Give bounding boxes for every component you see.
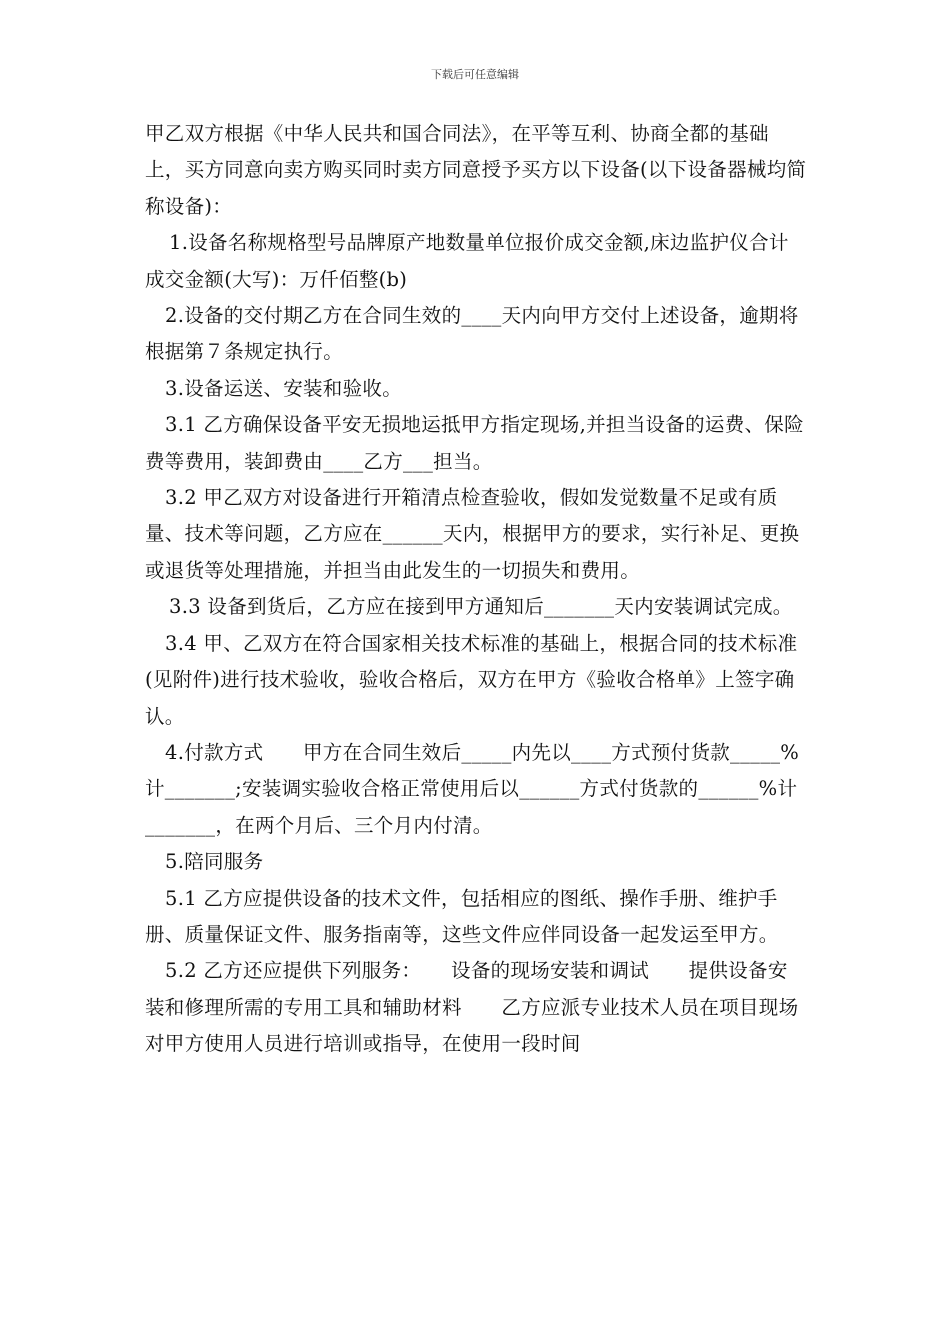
paragraph-5-2: 5.2 乙方还应提供下列服务： 设备的现场安装和调试 提供设备安装和修理所需的专用工具和辅助材料 乙方应派专业技术人员在项目现场对甲方使用人员进行培训或指导，在使用一段时间 (145, 959, 799, 1056)
page-header: 下载后可任意编辑 (431, 68, 519, 81)
paragraph-1: 1.设备名称规格型号品牌原产地数量单位报价成交金额,床边监护仪合计成交金额(大写)：万仟佰整(b) (145, 231, 789, 291)
paragraph-3-4: 3.4 甲、乙双方在符合国家相关技术标准的基础上，根据合同的技术标准(见附件)进行技术验收，验收合格后，双方在甲方《验收合格单》上签字确认。 (145, 631, 798, 728)
paragraph-3-2: 3.2 甲乙双方对设备进行开箱清点检查验收，假如发觉数量不足或有质量、技术等问题，乙方应在______天内，根据甲方的要求，实行补足、更换或退货等处理措施，并担当由此发生的一切损失和费用。 (145, 486, 800, 582)
contract-body (145, 116, 807, 1063)
paragraph-3-1: 3.1 乙方确保设备平安无损地运抵甲方指定现场,并担当设备的运费、保险费等费用，装卸费由____乙方___担当。 (145, 413, 804, 473)
paragraph-5: 5.陪同服务 (165, 850, 264, 874)
paragraph-4: 4.付款方式 甲方在合同生效后_____内先以____方式预付货款_____%计_______;安装调实验收合格正常使用后以______方式付货款的______%计_______，在两个月后、三个月内付清。 (145, 740, 800, 837)
paragraph-3: 3.设备运送、安装和验收。 (165, 376, 403, 400)
paragraph-5-1: 5.1 乙方应提供设备的技术文件，包括相应的图纸、操作手册、维护手册、质量保证文件、服务指南等，这些文件应伴同设备一起发运至甲方。 (145, 886, 779, 946)
paragraph-3-3: 3.3 设备到货后，乙方应在接到甲方通知后_______天内安装调试完成。 (169, 595, 793, 619)
paragraph-2: 2.设备的交付期乙方在合同生效的____天内向甲方交付上述设备，逾期将根据第７条规定执行。 (145, 304, 799, 364)
paragraph-intro: 甲乙双方根据《中华人民共和国合同法》，在平等互利、协商全都的基础上，买方同意向卖方购买同时卖方同意授予买方以下设备(以下设备器械均简称设备)： (145, 122, 807, 218)
